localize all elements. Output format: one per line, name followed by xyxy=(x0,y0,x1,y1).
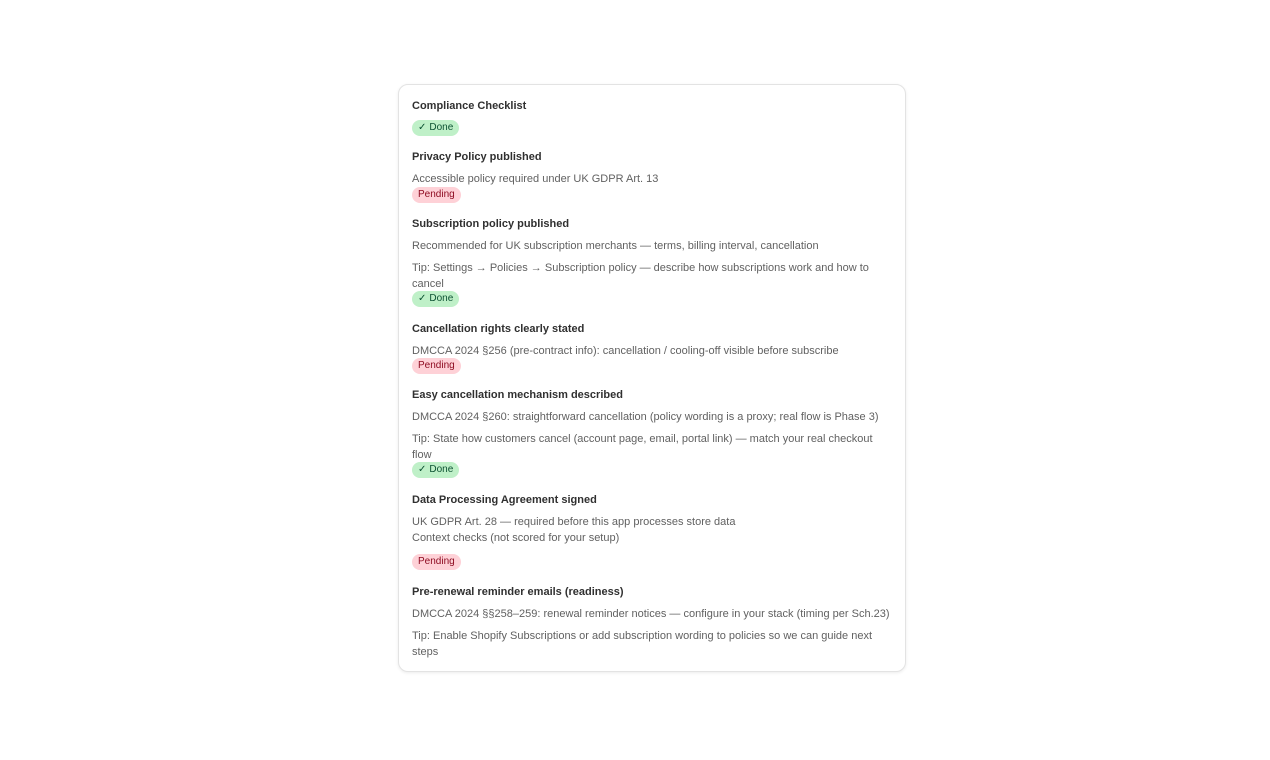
item-title-privacy-policy: Privacy Policy published xyxy=(412,151,542,163)
item-title-pre-renewal-reminders: Pre-renewal reminder emails (readiness) xyxy=(412,586,624,598)
item-tip: Tip: Settings → Policies → Subscription policy — describe how subscriptions work and how to cancel xyxy=(412,262,869,290)
status-badge-label: Pending xyxy=(418,556,455,567)
item-title-subscription-policy: Subscription policy published xyxy=(412,218,570,230)
status-badge-label: Pending xyxy=(418,189,455,200)
status-badge-done xyxy=(412,462,459,478)
status-badge-label: Done xyxy=(429,464,454,475)
checkmark-icon: ✓ xyxy=(418,122,427,133)
status-badge-pending xyxy=(412,187,461,203)
item-title-easy-cancellation: Easy cancellation mechanism described xyxy=(412,389,623,401)
item-description: DMCCA 2024 §§258–259: renewal reminder notices — configure in your stack (timing per Sch.23) xyxy=(412,608,890,620)
status-badge-label: Done xyxy=(429,293,454,304)
context-checks-note: Context checks (not scored for your setup) xyxy=(412,532,620,544)
status-badge-label: Pending xyxy=(418,360,455,371)
status-badge-done xyxy=(412,120,459,136)
item-description: Accessible policy required under UK GDPR Art. 13 xyxy=(412,173,659,185)
item-tip: Tip: State how customers cancel (account page, email, portal link) — match your real checkout flow xyxy=(412,433,873,461)
item-description: UK GDPR Art. 28 — required before this app processes store data xyxy=(412,516,736,528)
compliance-checklist-card xyxy=(398,84,906,672)
status-badge-done xyxy=(412,291,459,307)
status-badge-pending xyxy=(412,554,461,570)
item-description: Recommended for UK subscription merchants — terms, billing interval, cancellation xyxy=(412,240,819,252)
item-description: DMCCA 2024 §260: straightforward cancellation (policy wording is a proxy; real flow is Phase 3) xyxy=(412,411,879,423)
checklist-title: Compliance Checklist xyxy=(412,100,527,112)
status-badge-pending xyxy=(412,358,461,374)
status-badge-label: Done xyxy=(429,122,454,133)
item-title-cancellation-rights: Cancellation rights clearly stated xyxy=(412,323,585,335)
checkmark-icon: ✓ xyxy=(418,293,427,304)
checkmark-icon: ✓ xyxy=(418,464,427,475)
item-tip: Tip: Enable Shopify Subscriptions or add subscription wording to policies so we can guide next steps xyxy=(412,630,873,658)
item-title-dpa-signed: Data Processing Agreement signed xyxy=(412,494,597,506)
item-description: DMCCA 2024 §256 (pre-contract info): cancellation / cooling-off visible before subscribe xyxy=(412,345,839,357)
